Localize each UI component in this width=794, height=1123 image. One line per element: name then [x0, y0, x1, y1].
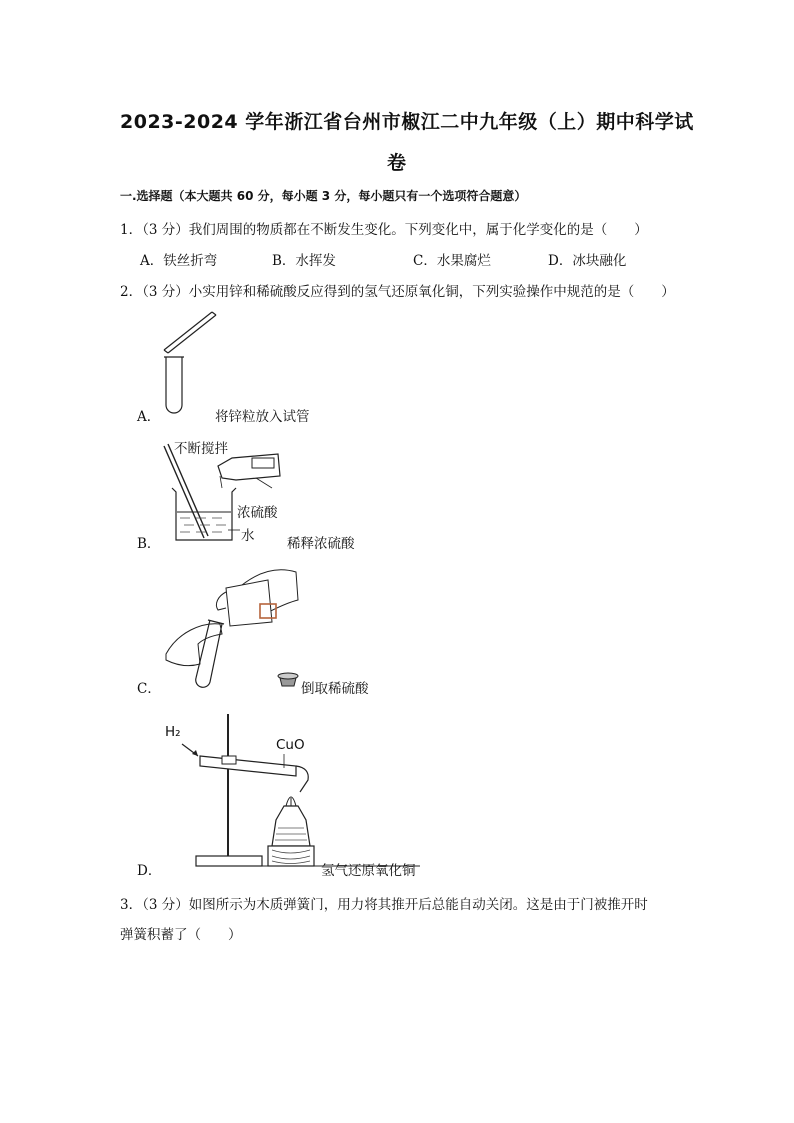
question-2-stem: 2．（3 分）小实用锌和稀硫酸反应得到的氢气还原氧化铜，下列实验操作中规范的是（ ）	[120, 284, 675, 300]
question-2-option-c-caption: 倒取稀硫酸	[301, 681, 369, 697]
question-3-stem-line2: 弹簧积蓄了（ ）	[120, 927, 242, 943]
figure-d-label-cuo: CuO	[276, 737, 305, 753]
question-1-option-d: D．冰块融化	[548, 253, 627, 269]
figure-b-label-water: 水	[241, 528, 255, 544]
page-title-line1: 2023-2024 学年浙江省台州市椒江二中九年级（上）期中科学试	[120, 111, 694, 133]
question-2-option-d-caption: 氢气还原氧化铜	[321, 863, 416, 879]
question-2-option-a-caption: 将锌粒放入试管	[215, 409, 310, 425]
question-2-option-b-caption: 稀释浓硫酸	[287, 536, 355, 552]
question-1-option-c: C．水果腐烂	[413, 253, 491, 269]
page-title-line2: 卷	[387, 152, 407, 174]
question-1-option-b: B．水挥发	[272, 253, 336, 269]
question-3-stem-line1: 3．（3 分）如图所示为木质弹簧门，用力将其推开后总能自动关闭。这是由于门被推开时	[120, 897, 648, 913]
figure-d-reduction-apparatus	[160, 710, 320, 870]
question-2-option-c-letter: C．	[137, 681, 161, 697]
question-2-option-b-letter: B．	[137, 536, 161, 552]
section-heading: 一.选择题（本大题共 60 分，每小题 3 分，每小题只有一个选项符合题意）	[120, 189, 527, 203]
question-1-stem: 1．（3 分）我们周围的物质都在不断发生变化。下列变化中，属于化学变化的是（ ）	[120, 222, 648, 238]
question-2-option-a-letter: A．	[137, 409, 161, 425]
figure-b-label-acid: 浓硫酸	[237, 505, 278, 521]
figure-c-pouring	[160, 560, 320, 695]
question-1-option-a: A．铁丝折弯	[140, 253, 218, 269]
figure-a-test-tube	[150, 305, 230, 420]
question-2-option-d-letter: D．	[137, 863, 162, 879]
figure-b-label-stir: 不断搅拌	[174, 441, 228, 457]
figure-d-label-h2: H₂	[165, 724, 181, 740]
